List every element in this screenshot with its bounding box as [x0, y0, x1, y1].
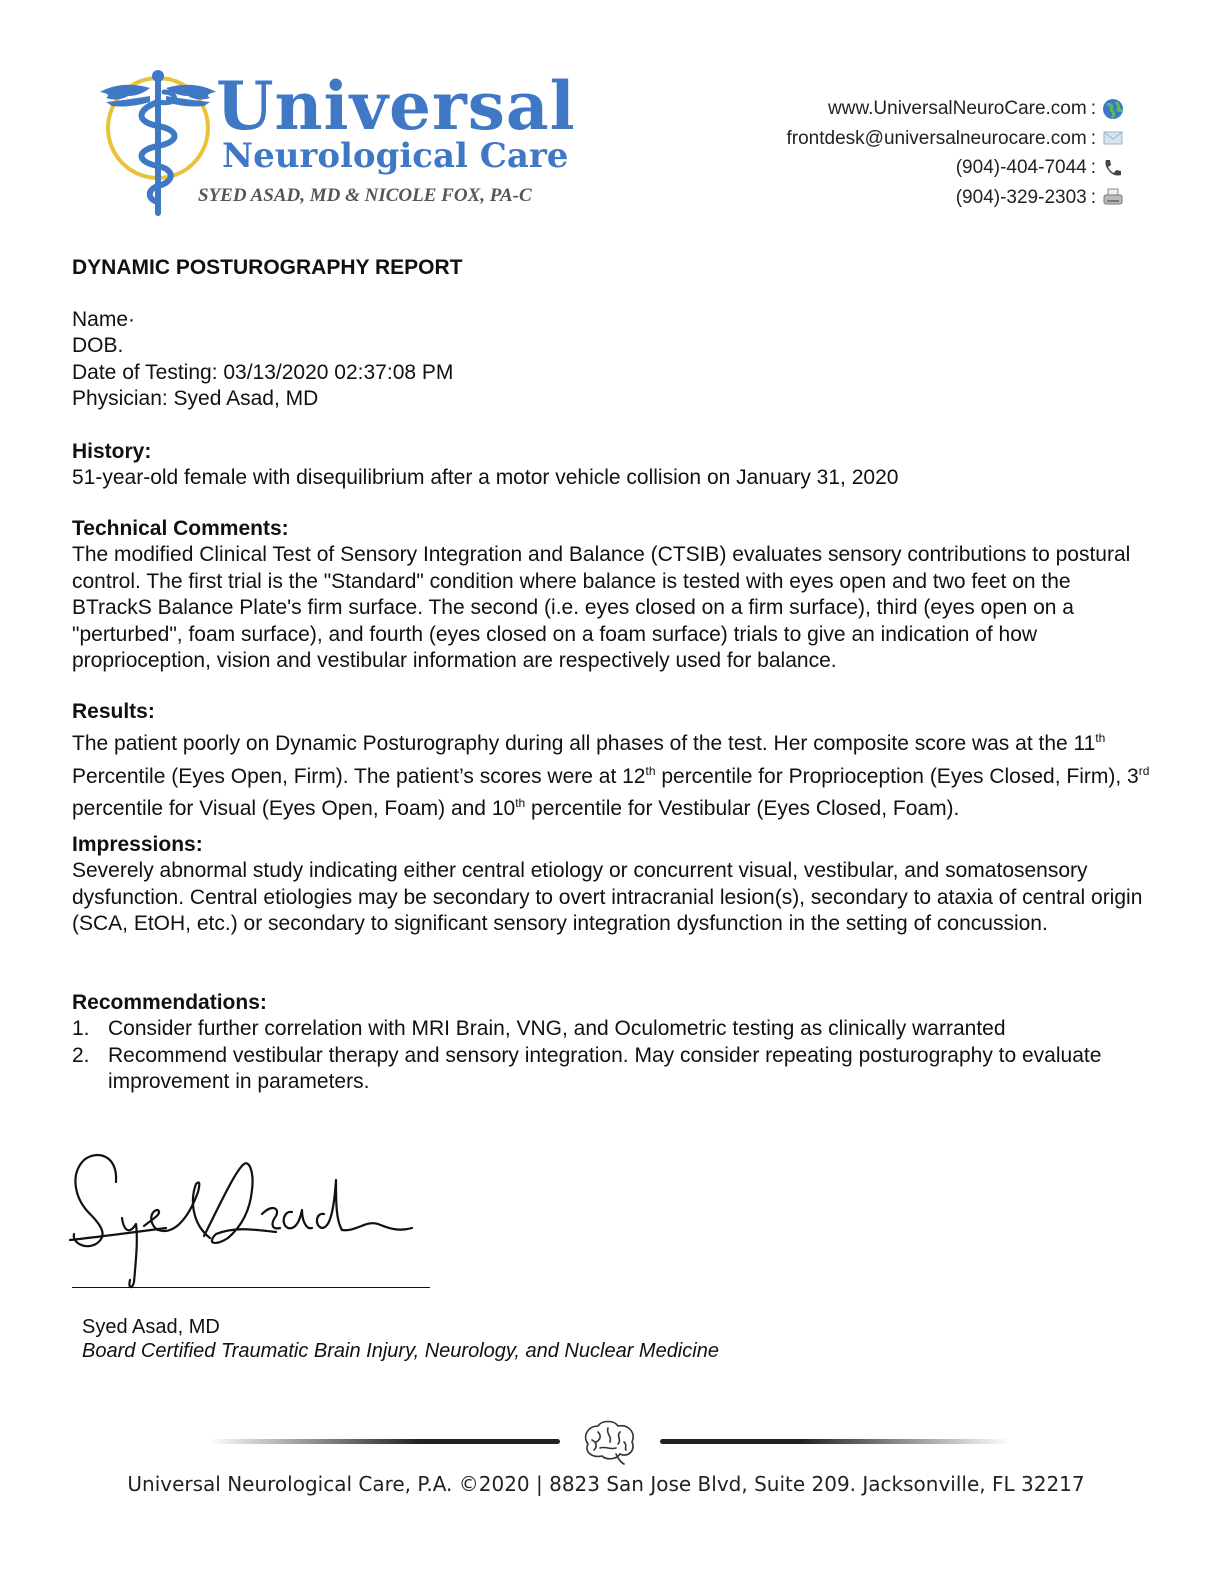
- history-heading: History:: [72, 440, 152, 463]
- footer-address: Universal Neurological Care, P.A. ©2020 | 8823 San Jose Blvd, Suite 209. Jacksonville, FL 32217: [127, 1472, 1085, 1496]
- dob-label: DOB.: [72, 334, 124, 358]
- email-link[interactable]: frontdesk@universalneurocare.com: [786, 127, 1087, 149]
- impressions-heading: Impressions:: [72, 833, 203, 856]
- phone-icon: [1102, 157, 1124, 179]
- contact-separator: :: [1090, 157, 1096, 178]
- signatory-name: Syed Asad, MD: [82, 1316, 220, 1338]
- phone-number[interactable]: (904)-404-7044: [955, 157, 1087, 178]
- technical-heading: Technical Comments:: [72, 517, 289, 540]
- list-item: 2. Recommend vestibular therapy and sensory integration. May consider repeating posturography to evaluate improvement in parameters.: [72, 1043, 1102, 1094]
- globe-icon: [1102, 98, 1124, 120]
- recommendations-list: [72, 1016, 1152, 1095]
- list-item: 1. Consider further correlation with MRI Brain, VNG, and Oculometric testing as clinically warranted: [72, 1017, 1006, 1041]
- fax-icon: [1102, 186, 1124, 208]
- contact-separator: :: [1090, 127, 1096, 149]
- recommendations-heading: Recommendations:: [72, 991, 267, 1014]
- contact-separator: :: [1090, 98, 1096, 119]
- brand-name: Universal: [216, 67, 576, 145]
- testing-date: Date of Testing: 03/13/2020 02:37:08 PM: [72, 360, 454, 384]
- brand-doctors: SYED ASAD, MD & NICOLE FOX, PA-C: [198, 185, 532, 206]
- history-section: [72, 439, 1152, 492]
- contact-block: [787, 94, 1125, 212]
- history-text: 51-year-old female with disequilibrium after a motor vehicle collision on January 31, 2020: [72, 466, 899, 490]
- contact-email[interactable]: [787, 124, 1125, 154]
- signature-line: [72, 1287, 430, 1288]
- signature-image: [66, 1140, 426, 1290]
- envelope-icon: [1102, 127, 1124, 149]
- contact-website[interactable]: [787, 94, 1125, 124]
- technical-section: [72, 516, 1152, 674]
- fax-number[interactable]: (904)-329-2303: [955, 186, 1087, 208]
- contact-separator: :: [1090, 186, 1096, 208]
- footer-divider-left: [208, 1439, 560, 1444]
- contact-fax[interactable]: [787, 183, 1125, 213]
- physician: Physician: Syed Asad, MD: [72, 387, 319, 411]
- results-section: [72, 699, 1152, 823]
- brand-subtitle: Neurological Care: [222, 136, 569, 176]
- impressions-section: [72, 832, 1152, 938]
- brain-icon: [578, 1418, 640, 1466]
- signatory-credentials: Board Certified Traumatic Brain Injury, Neurology, and Nuclear Medicine: [82, 1340, 719, 1362]
- website-link[interactable]: www.UniversalNeuroCare.com: [828, 98, 1087, 119]
- technical-text: The modified Clinical Test of Sensory Integration and Balance (CTSIB) evaluates sensory contributions to postural control. The first trial is the "Standard" condition where balance is tested with eyes open and two feet on the BTrackS Balance Plate's firm surface. The second (i.e. eyes closed on a firm surface), third (eyes open on a "perturbed", foam surface), and fourth (eyes closed on a foam surface) trials to give an indication of how proprioception, vision and vestibular information are respectively used for balance.: [72, 543, 1131, 673]
- name-label: Name·: [72, 308, 136, 331]
- recommendations-section: [72, 990, 1152, 1096]
- contact-phone[interactable]: [787, 153, 1125, 183]
- results-heading: Results:: [72, 700, 155, 723]
- results-text: The patient poorly on Dynamic Posturography during all phases of the test. Her composite score was at the 11th Percentile (Eyes Open, Firm). The patient’s scores were at 12th percentile for Proprioception (Eyes Closed, Firm), 3rd percentile for Visual (Eyes Open, Foam) and 10th percentile for Vestibular (Eyes Closed, Foam).: [72, 731, 1150, 821]
- impressions-text: Severely abnormal study indicating either central etiology or concurrent visual, vestibular, and somatosensory dysfunction. Central etiologies may be secondary to overt intracranial lesion(s), secondary to ataxia of central origin (SCA, EtOH, etc.) or secondary to significant sensory integration dysfunction in the setting of concussion.: [72, 859, 1143, 936]
- report-title: DYNAMIC POSTUROGRAPHY REPORT: [72, 256, 463, 279]
- patient-info: [72, 307, 1152, 413]
- footer-divider-right: [660, 1439, 1010, 1444]
